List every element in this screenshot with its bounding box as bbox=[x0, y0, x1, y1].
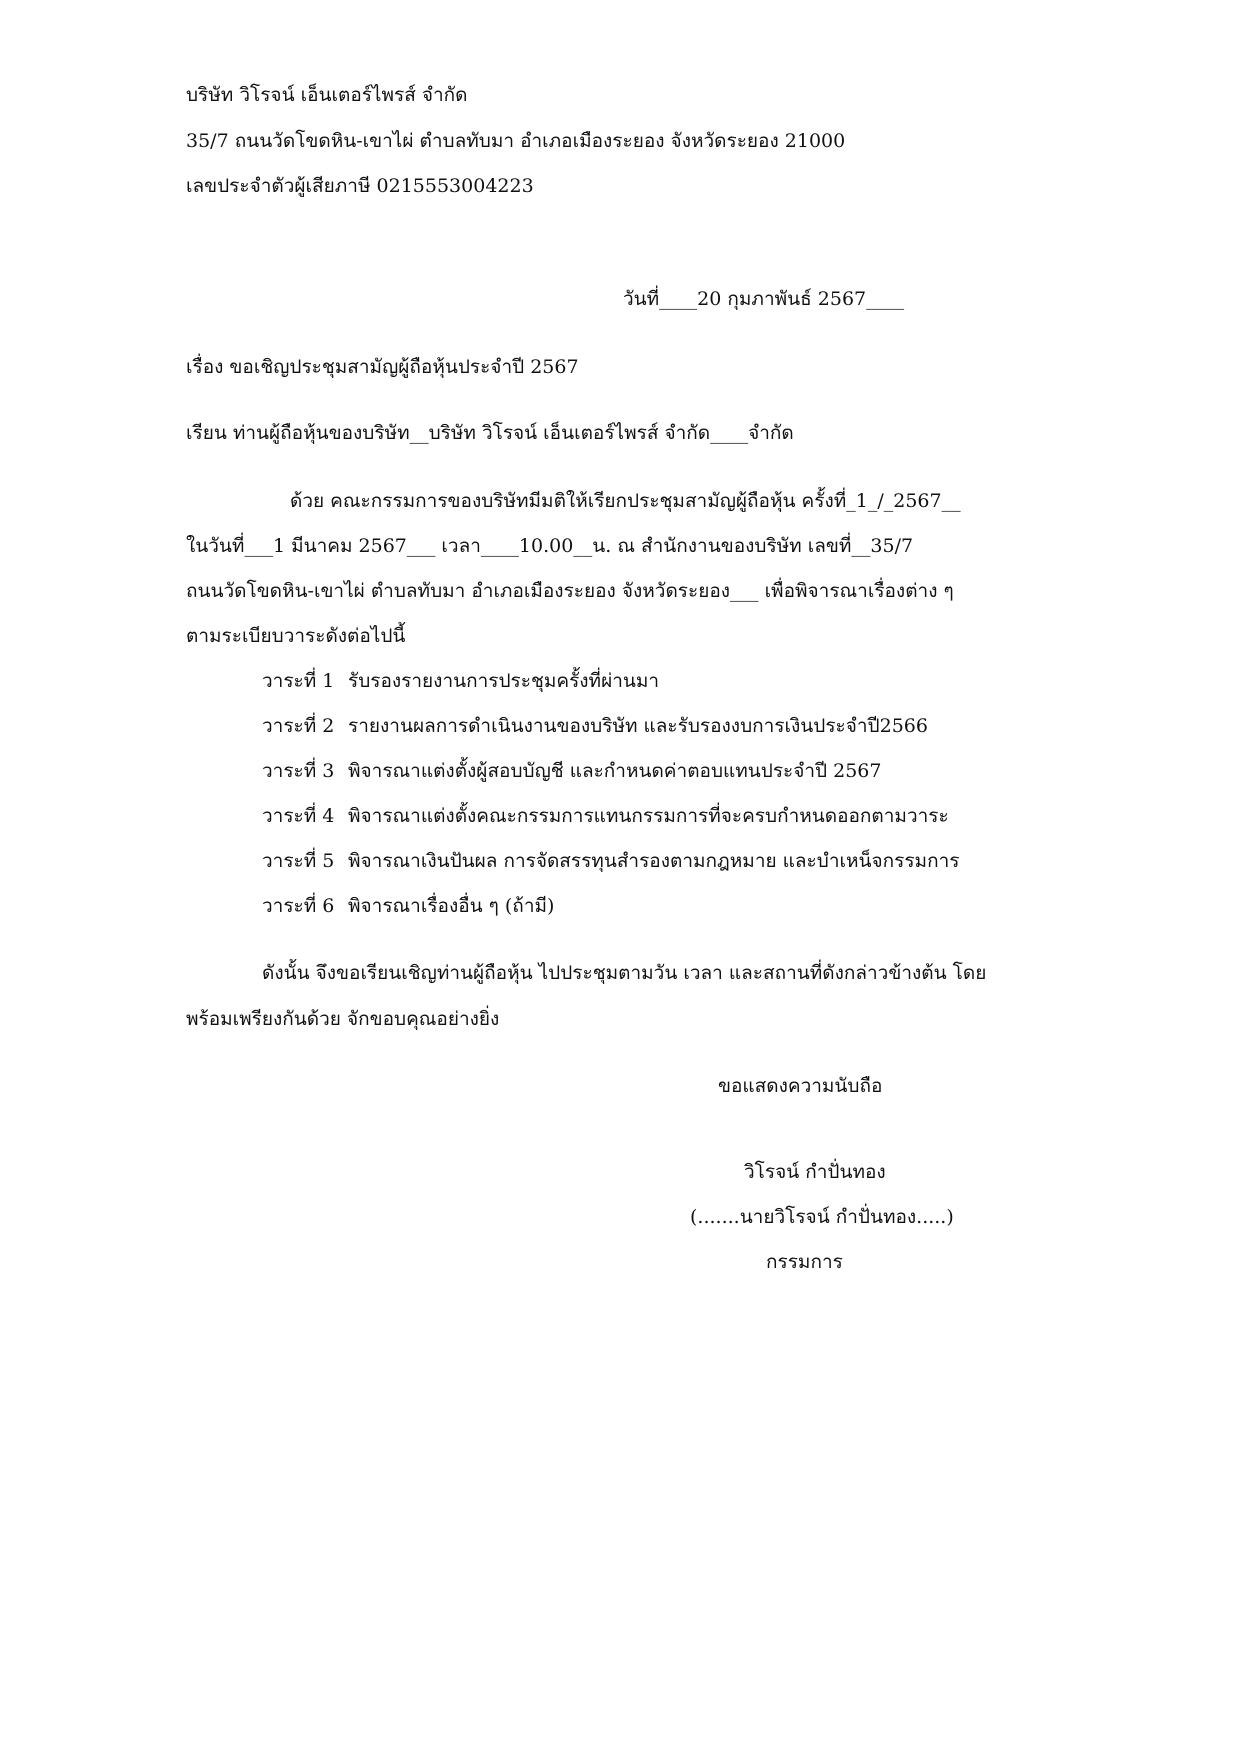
signer-name: วิโรจน์ กำปั่นทอง bbox=[744, 1161, 886, 1183]
agenda-number: วาระที่ 5 bbox=[262, 850, 335, 872]
agenda-text: พิจารณาแต่งตั้งคณะกรรมการแทนกรรมการที่จะครบกำหนดออกตามวาระ bbox=[348, 805, 949, 827]
agenda-text: รายงานผลการดำเนินงานของบริษัท และรับรองงบการเงินประจำปี2566 bbox=[348, 715, 928, 737]
closing-line: ดังนั้น จึงขอเรียนเชิญท่านผู้ถือหุ้น ไปประชุมตามวัน เวลา และสถานที่ดังกล่าวข้างต้น โดย bbox=[262, 962, 987, 984]
agenda-number: วาระที่ 1 bbox=[262, 670, 335, 692]
letter-subject: เรื่อง ขอเชิญประชุมสามัญผู้ถือหุ้นประจำปี 2567 bbox=[186, 356, 579, 378]
closing-line: พร้อมเพรียงกันด้วย จักขอบคุณอย่างยิ่ง bbox=[186, 1008, 500, 1030]
agenda-number: วาระที่ 6 bbox=[262, 895, 335, 917]
agenda-text: พิจารณาแต่งตั้งผู้สอบบัญชี และกำหนดค่าตอบแทนประจำปี 2567 bbox=[348, 760, 882, 782]
agenda-item bbox=[262, 717, 928, 736]
agenda-item bbox=[262, 852, 959, 871]
regards: ขอแสดงความนับถือ bbox=[718, 1075, 883, 1097]
agenda-item bbox=[262, 672, 659, 691]
agenda-number: วาระที่ 4 bbox=[262, 805, 335, 827]
signer-full-name: (.......นายวิโรจน์ กำปั่นทอง.....) bbox=[690, 1206, 954, 1228]
agenda-text: พิจารณาเงินปันผล การจัดสรรทุนสำรองตามกฎหมาย และบำเหน็จกรรมการ bbox=[348, 850, 960, 872]
intro-line: ในวันที่___1 มีนาคม 2567___ เวลา____10.00__น. ณ สำนักงานของบริษัท เลขที่__35/7 bbox=[186, 535, 914, 557]
agenda-text: พิจารณาเรื่องอื่น ๆ (ถ้ามี) bbox=[348, 895, 555, 917]
intro-line: ตามระเบียบวาระดังต่อไปนี้ bbox=[186, 625, 406, 647]
letter-date: วันที่____20 กุมภาพันธ์ 2567____ bbox=[623, 288, 905, 310]
tax-id: เลขประจำตัวผู้เสียภาษี 0215553004223 bbox=[186, 175, 534, 197]
agenda-item bbox=[262, 897, 554, 916]
signer-position: กรรมการ bbox=[766, 1251, 843, 1273]
agenda-text: รับรองรายงานการประชุมครั้งที่ผ่านมา bbox=[348, 670, 660, 692]
agenda-number: วาระที่ 3 bbox=[262, 760, 335, 782]
agenda-number: วาระที่ 2 bbox=[262, 715, 335, 737]
agenda-item bbox=[262, 807, 949, 826]
intro-line: ด้วย คณะกรรมการของบริษัทมีมติให้เรียกประชุมสามัญผู้ถือหุ้น ครั้งที่_1_/_2567__ bbox=[290, 490, 961, 512]
agenda-item bbox=[262, 762, 881, 781]
intro-line: ถนนวัดโขดหิน-เขาไผ่ ตำบลทับมา อำเภอเมืองระยอง จังหวัดระยอง___ เพื่อพิจารณาเรื่องต่าง ๆ bbox=[186, 580, 954, 602]
letter-salutation: เรียน ท่านผู้ถือหุ้นของบริษัท__บริษัท วิโรจน์ เอ็นเตอร์ไพรส์ จำกัด____จำกัด bbox=[186, 422, 794, 444]
company-name: บริษัท วิโรจน์ เอ็นเตอร์ไพรส์ จำกัด bbox=[186, 84, 468, 106]
company-address: 35/7 ถนนวัดโขดหิน-เขาไผ่ ตำบลทับมา อำเภอเมืองระยอง จังหวัดระยอง 21000 bbox=[186, 130, 846, 152]
